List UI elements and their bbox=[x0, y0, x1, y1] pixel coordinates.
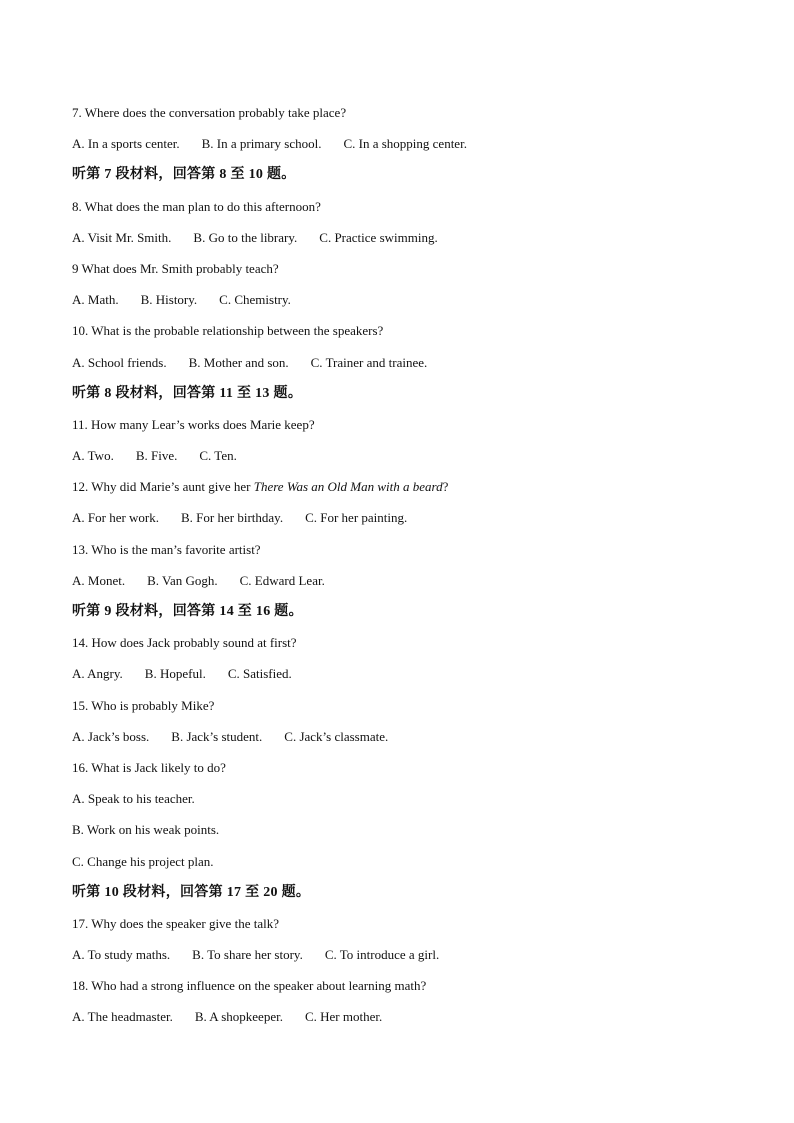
answer-option: B. Jack’s student. bbox=[171, 728, 263, 744]
answer-option: B. Go to the library. bbox=[193, 229, 298, 245]
answer-options bbox=[72, 945, 752, 976]
answer-option: B. In a primary school. bbox=[201, 136, 322, 152]
answer-options bbox=[72, 1007, 752, 1038]
question-text: 11. How many Lear’s works does Marie keep? bbox=[72, 416, 315, 432]
question-text: 8. What does the man plan to do this afternoon? bbox=[72, 198, 321, 214]
answer-options bbox=[72, 228, 752, 259]
answer-option: B. Five. bbox=[135, 448, 178, 464]
question-text: 13. Who is the man’s favorite artist? bbox=[72, 541, 261, 557]
answer-option: C. For her painting. bbox=[305, 510, 408, 526]
answer-option: A. Jack’s boss. bbox=[72, 728, 150, 744]
question-text: B. Work on his weak points. bbox=[72, 822, 220, 838]
question-text: 7. Where does the conversation probably take place? bbox=[72, 105, 347, 120]
answer-option: C. Edward Lear. bbox=[239, 572, 325, 588]
answer-options bbox=[72, 727, 752, 758]
question-text: 14. How does Jack probably sound at first? bbox=[72, 635, 297, 651]
answer-option: C. Chemistry. bbox=[219, 292, 291, 308]
answer-options bbox=[72, 134, 752, 165]
answer-option: C. Jack’s classmate. bbox=[284, 728, 389, 744]
question-text: 9 What does Mr. Smith probably teach? bbox=[72, 260, 279, 276]
question-text bbox=[72, 477, 752, 508]
question-text: 16. What is Jack likely to do? bbox=[72, 759, 226, 775]
question-text-end: ? bbox=[442, 479, 449, 495]
question-text: A. Speak to his teacher. bbox=[72, 791, 195, 807]
answer-option: A. Math. bbox=[72, 292, 119, 308]
exam-page-content bbox=[72, 103, 752, 1039]
section-heading: 听第 8 段材料，回答第 11 至 13 题。 bbox=[72, 385, 303, 401]
answer-option: A. For her work. bbox=[72, 510, 160, 526]
question-text: C. Change his project plan. bbox=[72, 853, 214, 869]
answer-options bbox=[72, 664, 752, 695]
answer-option: C. To introduce a girl. bbox=[324, 947, 440, 963]
answer-option: C. In a shopping center. bbox=[343, 136, 467, 152]
answer-option: A. To study maths. bbox=[72, 947, 171, 963]
answer-options bbox=[72, 290, 752, 321]
question-text-start: 12. Why did Marie’s aunt give her bbox=[72, 479, 254, 495]
answer-option: B. Van Gogh. bbox=[147, 572, 218, 588]
answer-option: A. In a sports center. bbox=[72, 136, 180, 152]
answer-option: A. Monet. bbox=[72, 572, 126, 588]
question-text: 18. Who had a strong influence on the speaker about learning math? bbox=[72, 978, 427, 994]
answer-options bbox=[72, 571, 752, 602]
section-heading: 听第 7 段材料，回答第 8 至 10 题。 bbox=[72, 167, 296, 183]
section-heading: 听第 10 段材料，回答第 17 至 20 题。 bbox=[72, 884, 311, 900]
answer-option: B. For her birthday. bbox=[181, 510, 284, 526]
answer-option: C. Satisfied. bbox=[227, 666, 292, 682]
answer-options bbox=[72, 508, 752, 539]
answer-options bbox=[72, 446, 752, 477]
question-text: 10. What is the probable relationship between the speakers? bbox=[72, 323, 384, 339]
question-text: 17. Why does the speaker give the talk? bbox=[72, 915, 279, 931]
book-title: There Was an Old Man with a beard bbox=[253, 479, 443, 495]
answer-option: A. Visit Mr. Smith. bbox=[72, 229, 172, 245]
answer-option: C. Practice swimming. bbox=[319, 229, 438, 245]
question-text: 15. Who is probably Mike? bbox=[72, 697, 215, 713]
answer-option: B. History. bbox=[140, 292, 198, 308]
answer-option: B. A shopkeeper. bbox=[194, 1009, 283, 1025]
answer-option: B. To share her story. bbox=[192, 947, 303, 963]
answer-option: C. Her mother. bbox=[304, 1009, 383, 1025]
answer-option: A. Angry. bbox=[72, 666, 123, 682]
answer-option: B. Mother and son. bbox=[188, 354, 289, 370]
answer-option: C. Trainer and trainee. bbox=[310, 354, 428, 370]
section-heading: 听第 9 段材料，回答第 14 至 16 题。 bbox=[72, 604, 303, 619]
answer-option: B. Hopeful. bbox=[144, 666, 206, 682]
answer-options bbox=[72, 353, 752, 384]
answer-option: C. Ten. bbox=[199, 448, 237, 464]
answer-option: A. School friends. bbox=[72, 354, 167, 370]
answer-option: A. Two. bbox=[72, 448, 114, 464]
answer-option: A. The headmaster. bbox=[72, 1009, 173, 1025]
